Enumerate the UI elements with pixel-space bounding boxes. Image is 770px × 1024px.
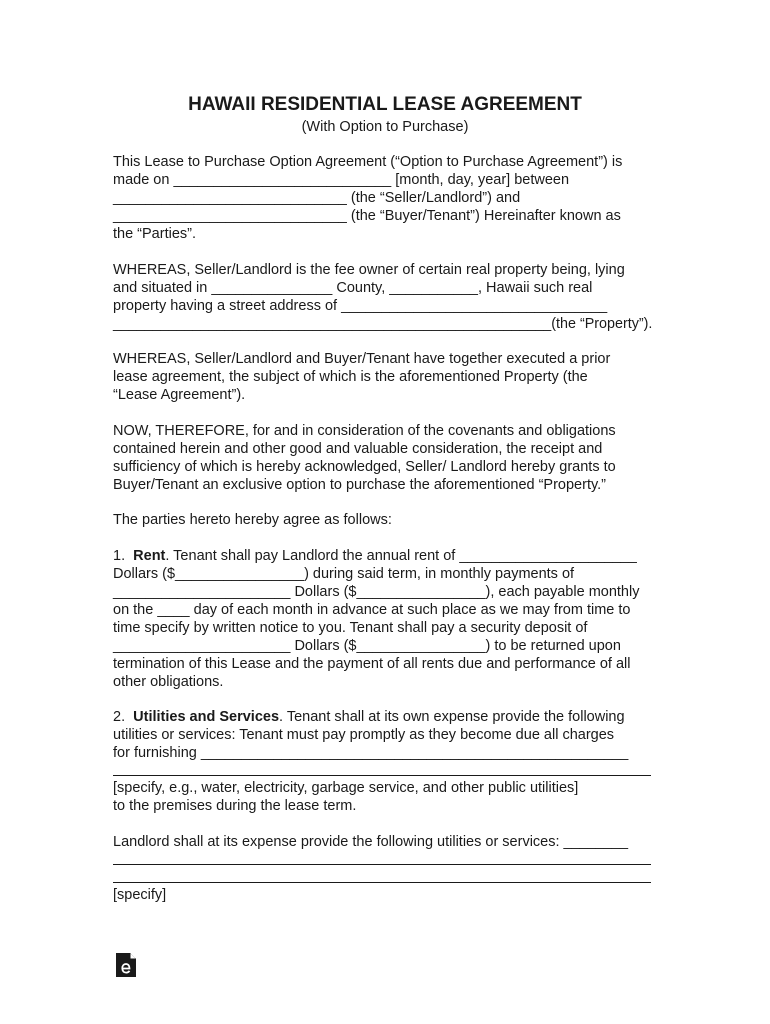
blank-fill-line [113, 775, 651, 776]
blank-fill-line [113, 864, 651, 865]
text-line: NOW, THEREFORE, for and in consideration of the covenants and obligations [113, 423, 616, 439]
text-line: for furnishing _____________________________________________________ [113, 745, 629, 761]
text-line: sufficiency of which is hereby acknowledged, Seller/ Landlord hereby grants to [113, 459, 616, 475]
text-line: “Lease Agreement”). [113, 387, 246, 403]
section-utilities-line [113, 708, 625, 726]
text-line: property having a street address of _________________________________ [113, 298, 608, 314]
text-line: other obligations. [113, 674, 224, 690]
section-rent-line [113, 547, 637, 565]
text-line: the “Parties”. [113, 226, 196, 242]
text-line: on the ____ day of each month in advance at such place as we may from time to [113, 602, 631, 618]
text-line: _____________________________ (the “Seller/Landlord”) and [113, 190, 521, 206]
text-line: ______________________ Dollars ($________________) to be returned upon [113, 638, 621, 654]
text-line: made on ___________________________ [month, day, year] between [113, 172, 570, 188]
section-number: 1. [113, 548, 126, 564]
document-e-logo-icon [116, 953, 136, 977]
text-line: contained herein and other good and valuable consideration, the receipt and [113, 441, 603, 457]
section-number: 2. [113, 709, 126, 725]
text-line: lease agreement, the subject of which is the aforementioned Property (the [113, 369, 588, 385]
text-line: WHEREAS, Seller/Landlord and Buyer/Tenant have together executed a prior [113, 351, 611, 367]
text-line: to the premises during the lease term. [113, 798, 357, 814]
blank-fill-line [113, 882, 651, 883]
section-heading: Rent [133, 548, 166, 564]
text-line: ______________________ Dollars ($________________), each payable monthly [113, 584, 640, 600]
text-line: [specify, e.g., water, electricity, garbage service, and other public utilities] [113, 780, 579, 796]
document-subtitle: (With Option to Purchase) [301, 119, 469, 135]
text-line: and situated in _______________ County, ___________, Hawaii such real [113, 280, 593, 296]
text-line: time specify by written notice to you. Tenant shall pay a security deposit of [113, 620, 588, 636]
document-title: HAWAII RESIDENTIAL LEASE AGREEMENT [188, 94, 582, 115]
text-line: Buyer/Tenant an exclusive option to purchase the aforementioned “Property.” [113, 477, 607, 493]
section-text: . Tenant shall at its own expense provide the following [279, 709, 625, 725]
text-line: [specify] [113, 887, 167, 903]
text-line: Dollars ($________________) during said term, in monthly payments of [113, 566, 575, 582]
text-line: utilities or services: Tenant must pay promptly as they become due all charges [113, 727, 615, 743]
text-line: _______________________________________________________(the “Property”). [113, 316, 653, 332]
text-line: This Lease to Purchase Option Agreement (“Option to Purchase Agreement”) is [113, 154, 623, 170]
text-line: Landlord shall at its expense provide the following utilities or services: ________ [113, 834, 629, 850]
text-line: WHEREAS, Seller/Landlord is the fee owner of certain real property being, lying [113, 262, 625, 278]
section-heading: Utilities and Services [133, 709, 280, 725]
text-line: termination of this Lease and the payment of all rents due and performance of all [113, 656, 631, 672]
section-text: . Tenant shall pay Landlord the annual rent of ______________________ [165, 548, 637, 564]
text-line: _____________________________ (the “Buyer/Tenant”) Hereinafter known as [113, 208, 621, 224]
text-line: The parties hereto hereby agree as follows: [113, 512, 392, 528]
